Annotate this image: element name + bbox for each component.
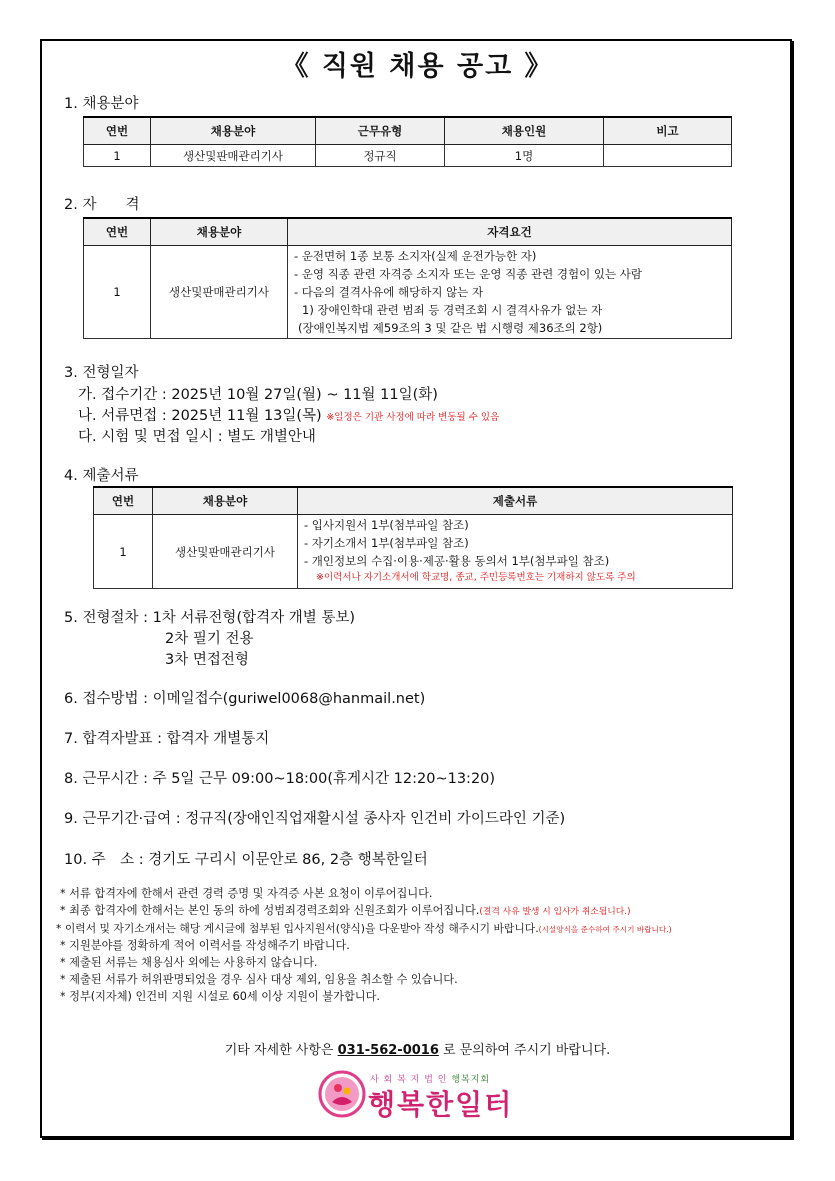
qualification-item: (장애인복지법 제59조의 3 및 같은 법 시행령 제36조의 2항) — [298, 321, 603, 335]
note-item: * 제출된 서류는 채용심사 외에는 사용하지 않습니다. — [60, 956, 318, 970]
notes-list — [56, 886, 672, 1006]
note-item: * 최종 합격자에 한해서는 본인 동의 하에 성범죄경력조회와 신원조회가 이루어집니다.(결격 사유 발생 시 입사가 취소됩니다.) — [60, 903, 631, 917]
note-item: * 이력서 및 자기소개서는 해당 게시글에 첨부된 입사지원서(양식)을 다운받아 작성 해주시기 바랍니다.(시설양식을 준수하여 주시기 바랍니다.) — [56, 921, 672, 935]
organization-logo — [318, 1070, 528, 1120]
qualification-list — [288, 246, 732, 339]
section-1-heading: 1. 채용분야 — [64, 96, 139, 112]
contact-line — [0, 1039, 835, 1058]
documents-table — [93, 486, 733, 589]
table-header: 근무유형 — [316, 117, 445, 145]
qualification-item: 1) 장애인학대 관련 범죄 등 경력조회 시 결격사유가 없는 자 — [302, 303, 603, 317]
logo-emblem-icon — [318, 1070, 366, 1118]
section-3-heading: 3. 전형일자 — [64, 365, 139, 381]
note-item: * 제출된 서류가 허위판명되었을 경우 심사 대상 제외, 임용을 취소할 수 있습니다. — [60, 972, 458, 986]
note-item: * 서류 합격자에 한해서 관련 경력 증명 및 자격증 사본 요청이 이루어집니다. — [60, 887, 433, 900]
section-2-heading: 2. 자 격 — [64, 197, 140, 213]
document-note: ※이력서나 자기소개서에 학교명, 종교, 주민등록번호는 기재하지 않도록 주의 — [316, 572, 636, 583]
schedule-interview-text: 나. 서류면접 : 2025년 11월 13일(목) — [78, 408, 322, 424]
table-cell — [604, 145, 732, 167]
table-header: 연번 — [84, 117, 151, 145]
table-row — [94, 515, 733, 589]
document-item: - 입사지원서 1부(첨부파일 참조) — [304, 518, 469, 532]
document-item: - 개인정보의 수집·이용·제공·활용 동의서 1부(첨부파일 참조) — [304, 554, 610, 568]
table-cell: 정규직 — [316, 145, 445, 167]
contact-post: 로 문의하여 주시기 바랍니다. — [438, 1043, 611, 1058]
announcement: 7. 합격자발표 : 합격자 개별통지 — [64, 731, 270, 747]
table-header: 연번 — [94, 487, 153, 515]
table-header: 채용분야 — [151, 117, 316, 145]
schedule-interview — [78, 404, 499, 425]
process-step-3: 3차 면접전형 — [165, 652, 249, 668]
work-period-salary: 9. 근무기간·급여 : 정규직(장애인직업재활시설 종사자 인건비 가이드라인 기준) — [64, 811, 566, 827]
work-hours: 8. 근무시간 : 주 5일 근무 09:00~18:00(휴게시간 12:20~13:20) — [64, 771, 496, 787]
table-cell: 1 — [84, 246, 151, 339]
table-cell: 1 — [84, 145, 151, 167]
note-item: * 정부(지자체) 인건비 지원 시설로 60세 이상 지원이 불가합니다. — [60, 989, 380, 1003]
schedule-apply: 가. 접수기간 : 2025년 10월 27일(월) ~ 11월 11일(화) — [78, 387, 438, 403]
table-cell: 1 — [94, 515, 153, 589]
logo-name: 행복한일터 — [368, 1088, 514, 1121]
process-step-1: 5. 전형절차 : 1차 서류전형(합격자 개별 통보) — [64, 610, 356, 626]
note-item: * 지원분야를 정확하게 적어 이력서를 작성해주기 바랍니다. — [60, 939, 350, 953]
table-header: 제출서류 — [298, 487, 733, 515]
table-cell: 생산및판매관리기사 — [151, 246, 288, 339]
address: 10. 주 소 : 경기도 구리시 이문안로 86, 2층 행복한일터 — [64, 852, 428, 868]
table-cell: 생산및판매관리기사 — [151, 145, 316, 167]
table-header: 채용분야 — [153, 487, 298, 515]
documents-list — [298, 515, 733, 589]
schedule-exam: 다. 시험 및 면접 일시 : 별도 개별안내 — [78, 429, 316, 445]
qualification-item: - 운전면허 1종 보통 소지자(실제 운전가능한 자) — [294, 249, 537, 263]
document-item: - 자기소개서 1부(첨부파일 참조) — [304, 536, 469, 550]
table-cell: 1명 — [445, 145, 604, 167]
section-4-heading: 4. 제출서류 — [64, 468, 139, 484]
table-header: 연번 — [84, 218, 151, 246]
contact-phone: 031-562-0016 — [337, 1043, 439, 1058]
qualification-item: - 다음의 결격사유에 해당하지 않는 자 — [294, 285, 484, 299]
logo-subtitle: 사 회 복 지 법 인 행복지회 — [370, 1075, 491, 1085]
contact-pre: 기타 자세한 사항은 — [224, 1043, 338, 1058]
table-row — [84, 145, 732, 167]
table-header: 자격요건 — [288, 218, 732, 246]
recruit-field-table — [83, 116, 732, 167]
process-step-2: 2차 필기 전용 — [165, 631, 254, 647]
apply-method: 6. 접수방법 : 이메일접수(guriwel0068@hanmail.net) — [64, 691, 426, 707]
schedule-note: ※일정은 기관 사정에 따라 변동될 수 있음 — [326, 412, 500, 423]
table-header: 채용분야 — [151, 218, 288, 246]
table-header: 비고 — [604, 117, 732, 145]
qualification-table — [83, 217, 732, 339]
table-row — [84, 246, 732, 339]
page-title: 《 직원 채용 공고 》 — [281, 51, 554, 82]
table-cell: 생산및판매관리기사 — [153, 515, 298, 589]
qualification-item: - 운영 직종 관련 자격증 소지자 또는 운영 직종 관련 경험이 있는 사람 — [294, 267, 642, 281]
table-header: 채용인원 — [445, 117, 604, 145]
